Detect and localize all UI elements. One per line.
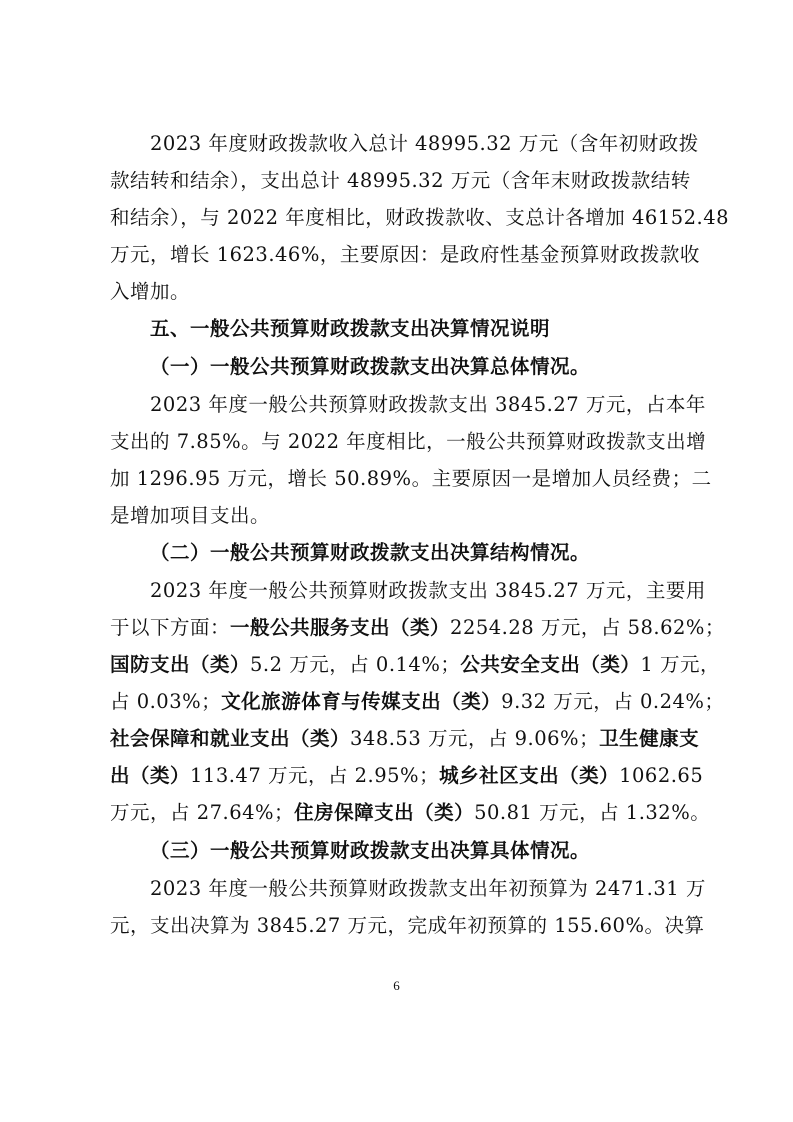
paragraph-line: 支出的 7.85%。与 2022 年度相比，一般公共预算财政拨款支出增 (110, 430, 707, 453)
category-label: 出（类） (110, 764, 191, 787)
category-value: 113.47 万元，占 2.95%； (190, 764, 440, 787)
paragraph-line: 2023 年度一般公共预算财政拨款支出 3845.27 万元，主要用 (150, 579, 706, 602)
paragraph-line (110, 722, 700, 756)
category-label: 公共安全支出（类） (460, 653, 641, 676)
paragraph-line: 款结转和结余），支出总计 48995.32 万元（含年末财政拨款结转 (110, 169, 691, 192)
category-value: 占 0.03%； (110, 690, 222, 713)
paragraph-line (110, 648, 720, 682)
paragraph-line: 加 1296.95 万元，增长 50.89%。主要原因一是增加人员经费；二 (110, 467, 712, 490)
paragraph-line (110, 759, 704, 793)
paragraph-line: 2023 年度一般公共预算财政拨款支出 3845.27 万元，占本年 (150, 393, 706, 416)
category-value: 1062.65 (619, 764, 704, 787)
category-value: 万元，占 27.64%； (110, 801, 295, 824)
category-label: 城乡社区支出（类） (439, 764, 620, 787)
category-label: 文化旅游体育与传媒支出（类） (221, 690, 502, 713)
category-value: 5.2 万元，占 0.14%； (250, 653, 461, 676)
category-label: 国防支出（类） (110, 653, 251, 676)
section-heading: 五、一般公共预算财政拨款支出决算情况说明 (150, 317, 551, 340)
category-label: 卫生健康支 (599, 727, 700, 750)
paragraph-line: 是增加项目支出。 (110, 504, 271, 527)
category-label: 社会保障和就业支出（类） (110, 727, 351, 750)
subsection-heading: （三）一般公共预算财政拨款支出决算具体情况。 (150, 839, 591, 862)
page-number: 6 (393, 978, 400, 993)
paragraph-line: 2023 年度一般公共预算财政拨款支出年初预算为 2471.31 万 (150, 877, 706, 900)
category-label: 住房保障支出（类） (294, 801, 475, 824)
paragraph-line: 入增加。 (110, 280, 191, 303)
paragraph-line (110, 685, 725, 719)
paragraph-line: 元，支出决算为 3845.27 万元，完成年初预算的 155.60%。决算 (110, 914, 705, 937)
category-value: 9.32 万元，占 0.24%； (501, 690, 725, 713)
category-value: 50.81 万元，占 1.32%。 (474, 801, 711, 824)
category-value: 1 万元， (640, 653, 720, 676)
paragraph-line (110, 796, 711, 830)
paragraph-line: 和结余），与 2022 年度相比，财政拨款收、支总计各增加 46152.48 (110, 206, 730, 229)
intro-text: 于以下方面： (110, 616, 231, 639)
category-label: 一般公共服务支出（类） (230, 616, 451, 639)
paragraph-line: 2023 年度财政拨款收入总计 48995.32 万元（含年初财政拨 (150, 132, 699, 155)
category-value: 2254.28 万元，占 58.62%； (450, 616, 725, 639)
paragraph-line: 万元，增长 1623.46%，主要原因：是政府性基金预算财政拨款收 (110, 243, 700, 266)
paragraph-line (110, 611, 725, 645)
category-value: 348.53 万元，占 9.06%； (350, 727, 600, 750)
subsection-heading: （一）一般公共预算财政拨款支出决算总体情况。 (150, 355, 591, 378)
subsection-heading: （二）一般公共预算财政拨款支出决算结构情况。 (150, 541, 591, 564)
